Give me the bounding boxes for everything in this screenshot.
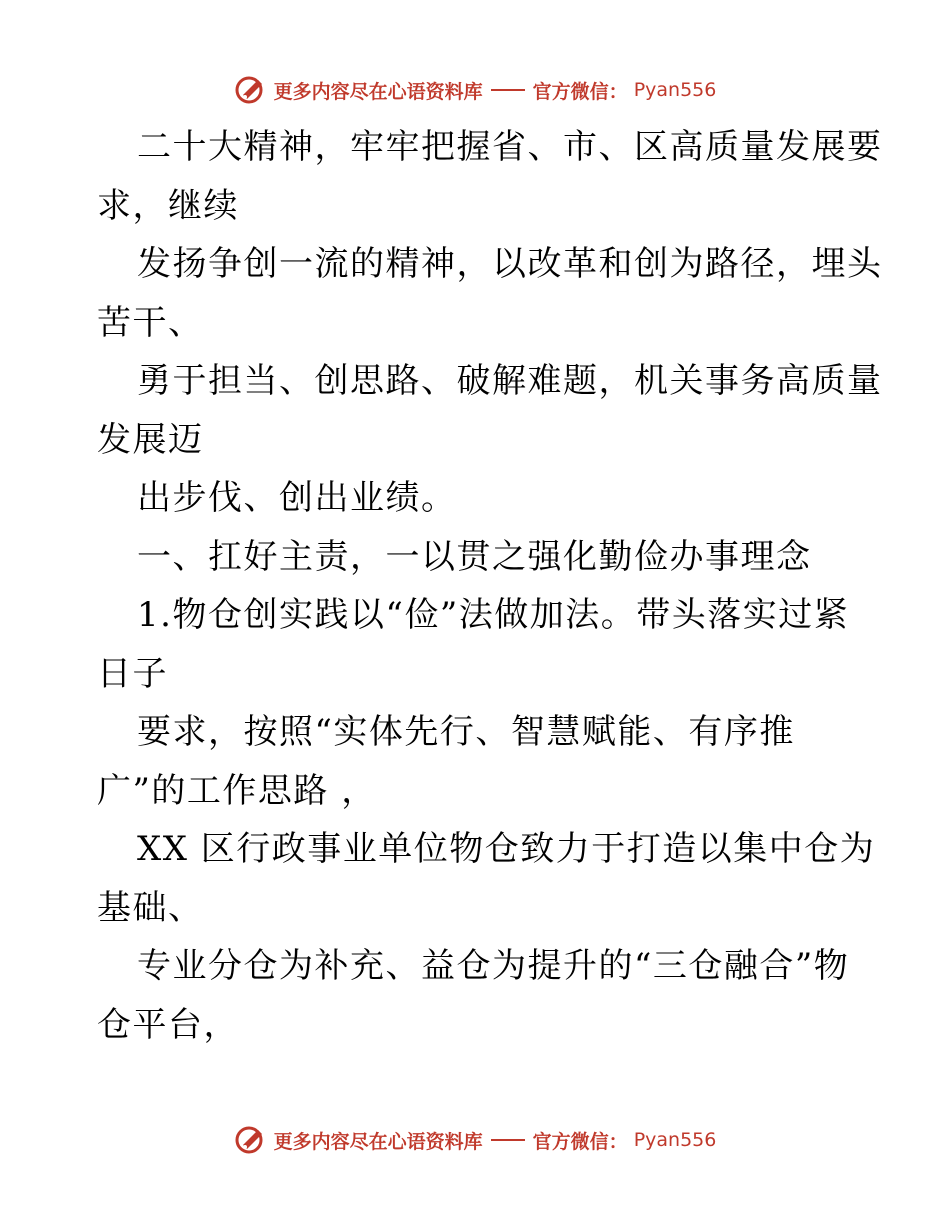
pen-logo-icon [234,1123,268,1157]
text-line: 发展迈 [97,419,204,460]
text-line: 要求，按照“实体先行、智慧赋能、有序推 [137,712,795,752]
watermark-text: 更多内容尽在心语资料库 [273,80,483,103]
footer-watermark [0,1120,950,1160]
text-line: XX 区行政事业单位物仓致力于打造以集中仓为 [137,829,876,869]
text-line: 1.物仓创实践以“俭”法做加法。带头落实过紧 [137,595,850,635]
text-line: 广”的工作思路 ， [97,770,377,811]
header-watermark [0,70,950,110]
watermark-handle: Pyan556 [633,1129,717,1151]
text-line: 二十大精神，牢牢把握省、市、区高质量发展要 [137,127,883,167]
watermark-suffix: 官方微信： [532,80,628,103]
text-line: 基础、 [97,887,204,928]
text-line: 日子 [97,653,168,694]
text-line: 求，继续 [97,185,239,226]
watermark-handle: Pyan556 [633,79,717,101]
watermark-text: 更多内容尽在心语资料库 [273,1130,483,1153]
text-line: 一、扛好主责，一以贯之强化勤俭办事理念 [137,536,812,577]
text-line: 发扬争创一流的精神，以改革和创为路径，埋头 [137,244,883,284]
watermark-dash [491,1139,525,1141]
watermark-dash [491,89,525,91]
text-line: 出步伐、创出业绩。 [137,478,457,518]
text-line: 专业分仓为补充、益仓为提升的“三仓融合”物 [137,946,850,986]
text-line: 苦干、 [97,302,204,343]
document-body [97,118,883,1054]
pen-logo-icon [234,73,268,107]
text-line: 勇于担当、创思路、破解难题，机关事务高质量 [137,361,883,401]
text-line: 仓平台， [97,1004,239,1045]
watermark-suffix: 官方微信： [532,1130,628,1153]
